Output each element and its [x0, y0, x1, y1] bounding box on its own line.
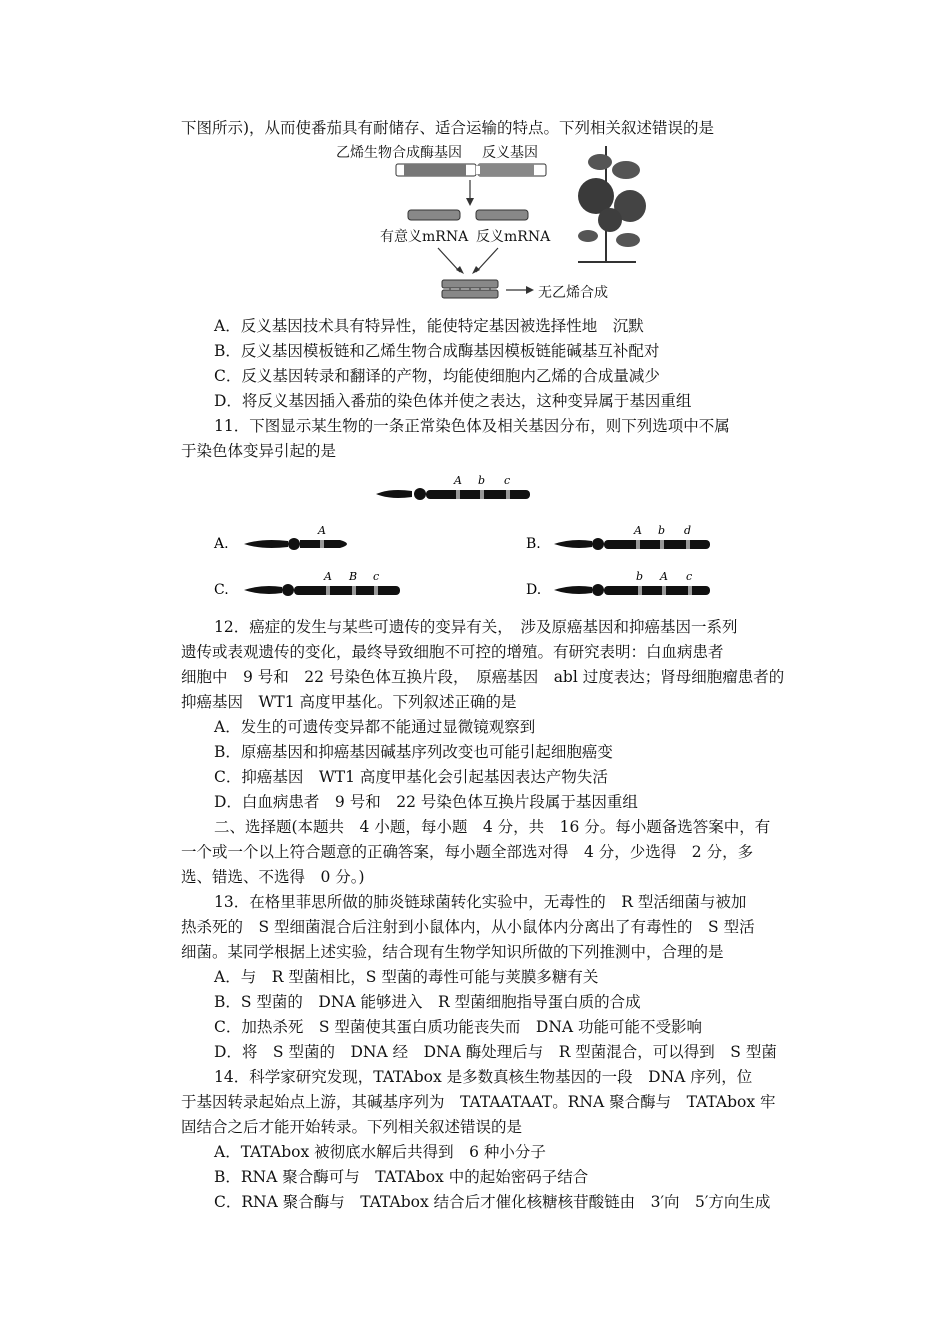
result-label: 无乙烯合成	[538, 285, 608, 301]
normal-gene-3: c	[504, 474, 511, 487]
section2-line-1: 二、选择题(本题共 4 小题，每小题 4 分，共 16 分。每小题备选答案中，有	[214, 818, 771, 836]
option-b-gene-2: b	[658, 524, 666, 537]
option-d-gene-1: b	[636, 570, 644, 583]
q11-stem-1: 11．下图显示某生物的一条正常染色体及相关基因分布，则下列选项中不属	[214, 417, 730, 435]
option-c-gene-1: A	[324, 570, 332, 583]
normal-gene-1: A	[454, 474, 462, 487]
option-c-gene-3: c	[373, 570, 380, 583]
option-c-chromosome	[214, 570, 400, 598]
option-b-letter: B.	[526, 536, 541, 552]
q12-option-d: D．白血病患者 9 号和 22 号染色体互换片段属于基因重组	[214, 793, 638, 811]
section2-line-2: 一个或一个以上符合题意的正确答案，每小题全部选对得 4 分，少选得 2 分，多	[181, 843, 754, 861]
q14-stem-2: 于基因转录起始点上游，其碱基序列为 TATAATAAT。RNA 聚合酶与 TATAbox 牢	[181, 1093, 776, 1111]
option-b-gene-3: d	[684, 524, 692, 537]
q12-stem-3: 细胞中 9 号和 22 号染色体互换片段， 原癌基因 abl 过度表达；肾母细胞瘤患者的	[181, 668, 785, 686]
option-d-gene-2: A	[660, 570, 668, 583]
q12-stem-4: 抑癌基因 WT1 高度甲基化。下列叙述正确的是	[181, 693, 517, 711]
q13-option-b: B．S 型菌的 DNA 能够进入 R 型菌细胞指导蛋白质的合成	[214, 993, 641, 1011]
normal-gene-2: b	[478, 474, 486, 487]
option-d-letter: D.	[526, 582, 542, 598]
option-a-letter: A.	[214, 536, 229, 552]
normal-chromosome	[376, 474, 530, 500]
q10-stem: 下图所示)，从而使番茄具有耐储存、适合运输的特点。下列相关叙述错误的是	[181, 119, 715, 137]
q12-option-a: A．发生的可遗传变异都不能通过显微镜观察到	[214, 718, 536, 736]
antisense-gene-label: 反义基因	[482, 145, 538, 161]
q12-stem-2: 遗传或表观遗传的变化，最终导致细胞不可控的增殖。有研究表明：白血病患者	[181, 643, 724, 661]
section2-line-3: 选、错选、不选得 0 分。)	[181, 868, 365, 886]
q13-stem-1: 13．在格里菲思所做的肺炎链球菌转化实验中，无毒性的 R 型活细菌与被加	[214, 893, 747, 911]
q12-option-c: C．抑癌基因 WT1 高度甲基化会引起基因表达产物失活	[214, 768, 608, 786]
q14-stem-3: 固结合之后才能开始转录。下列相关叙述错误的是	[181, 1118, 523, 1136]
q11-stem-2: 于染色体变异引起的是	[181, 442, 337, 460]
option-b-chromosome	[526, 524, 710, 552]
option-c-gene-2: B	[349, 570, 358, 583]
q13-stem-2: 热杀死的 S 型细菌混合后注射到小鼠体内，从小鼠体内分离出了有毒性的 S 型活	[181, 918, 755, 936]
q12-option-b: B．原癌基因和抑癌基因碱基序列改变也可能引起细胞癌变	[214, 743, 613, 761]
sense-mrna-label: 有意义mRNA	[380, 229, 469, 245]
q13-option-d: D．将 S 型菌的 DNA 经 DNA 酶处理后与 R 型菌混合，可以得到 S 型菌	[214, 1043, 777, 1061]
option-d-chromosome	[526, 570, 710, 598]
q14-option-a: A．TATAbox 被彻底水解后共得到 6 种小分子	[214, 1143, 546, 1161]
q13-option-c: C．加热杀死 S 型菌使其蛋白质功能丧失而 DNA 功能可能不受影响	[214, 1018, 703, 1036]
q12-stem-1: 12．癌症的发生与某些可遗传的变异有关， 涉及原癌基因和抑癌基因一系列	[214, 618, 738, 636]
option-a-gene-1: A	[318, 524, 326, 537]
q14-stem-1: 14．科学家研究发现，TATAbox 是多数真核生物基因的一段 DNA 序列，位	[214, 1068, 753, 1086]
option-a-chromosome	[213, 524, 347, 552]
q13-stem-3: 细菌。某同学根据上述实验，结合现有生物学知识所做的下列推测中，合理的是	[181, 943, 724, 961]
q13-option-a: A．与 R 型菌相比，S 型菌的毒性可能与荚膜多糖有关	[214, 968, 599, 986]
gene-label: 乙烯生物合成酶基因	[336, 145, 462, 161]
gene-diagram	[330, 140, 670, 310]
option-b-gene-1: A	[634, 524, 642, 537]
option-c-letter: C.	[214, 582, 229, 598]
q10-option-c: C．反义基因转录和翻译的产物，均能使细胞内乙烯的合成量减少	[214, 367, 660, 385]
antisense-mrna-label: 反义mRNA	[476, 229, 551, 245]
option-d-gene-3: c	[686, 570, 693, 583]
q10-option-a: A．反义基因技术具有特异性，能使特定基因被选择性地 沉默	[214, 317, 644, 335]
tomato-plant-icon	[578, 146, 646, 262]
q10-figure	[330, 140, 670, 310]
chromosome-figure	[0, 470, 950, 610]
q10-option-d: D．将反义基因插入番茄的染色体并使之表达，这种变异属于基因重组	[214, 392, 692, 410]
q14-option-c: C．RNA 聚合酶与 TATAbox 结合后才催化核糖核苷酸链由 3′向 5′方向生成	[214, 1193, 771, 1211]
q10-option-b: B．反义基因模板链和乙烯生物合成酶基因模板链能碱基互补配对	[214, 342, 660, 360]
q14-option-b: B．RNA 聚合酶可与 TATAbox 中的起始密码子结合	[214, 1168, 589, 1186]
